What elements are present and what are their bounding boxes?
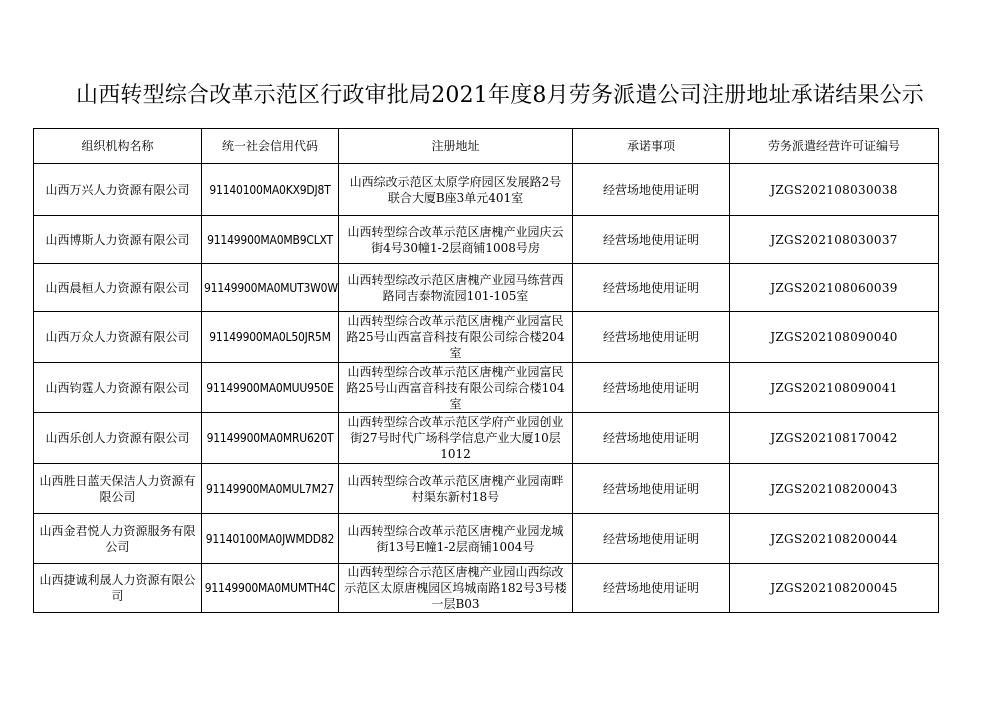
cell-address: 山西转型综合改革示范区唐槐产业园龙城街13号E幢1-2层商铺1004号	[339, 514, 573, 564]
table-row	[34, 564, 939, 613]
table-body	[34, 164, 939, 613]
cell-org-name: 山西捷诚利晟人力资源有限公司	[34, 564, 202, 613]
cell-license-no: JZGS202108030038	[730, 164, 939, 216]
header-commitment: 承诺事项	[573, 129, 730, 164]
table-row	[34, 312, 939, 363]
cell-commitment: 经营场地使用证明	[573, 514, 730, 564]
header-license-no: 劳务派遣经营许可证编号	[730, 129, 939, 164]
cell-org-name: 山西金君悦人力资源服务有限公司	[34, 514, 202, 564]
table-row	[34, 413, 939, 464]
header-credit-code: 统一社会信用代码	[202, 129, 339, 164]
cell-commitment: 经营场地使用证明	[573, 264, 730, 312]
cell-license-no: JZGS202108170042	[730, 413, 939, 464]
cell-credit-code: 91140100MA0KX9DJ8T	[202, 164, 339, 216]
cell-license-no: JZGS202108200044	[730, 514, 939, 564]
cell-license-no: JZGS202108090041	[730, 363, 939, 413]
cell-license-no: JZGS202108060039	[730, 264, 939, 312]
cell-org-name: 山西乐创人力资源有限公司	[34, 413, 202, 464]
cell-commitment: 经营场地使用证明	[573, 216, 730, 264]
cell-address: 山西转型综合改革示范区学府产业园创业街27号时代广场科学信息产业大厦10层1012	[339, 413, 573, 464]
table-row	[34, 164, 939, 216]
table-row	[34, 264, 939, 312]
cell-address: 山西综改示范区太原学府园区发展路2号联合大厦B座3单元401室	[339, 164, 573, 216]
cell-commitment: 经营场地使用证明	[573, 312, 730, 363]
cell-credit-code: 91140100MA0JWMDD82	[202, 514, 339, 564]
cell-commitment: 经营场地使用证明	[573, 413, 730, 464]
cell-credit-code: 91149900MA0MUT3W0W	[202, 264, 339, 312]
cell-address: 山西转型综合改革示范区唐槐产业园庆云街4号30幢1-2层商铺1008号房	[339, 216, 573, 264]
header-row	[34, 129, 939, 164]
table-header	[34, 129, 939, 164]
cell-org-name: 山西钧霆人力资源有限公司	[34, 363, 202, 413]
result-table	[33, 128, 939, 613]
page-title: 山西转型综合改革示范区行政审批局2021年度8月劳务派遣公司注册地址承诺结果公示	[76, 83, 924, 108]
cell-address: 山西转型综合改革示范区唐槐产业园富民路25号山西富音科技有限公司综合楼204室	[339, 312, 573, 363]
cell-credit-code: 91149900MA0L50JR5M	[202, 312, 339, 363]
cell-commitment: 经营场地使用证明	[573, 363, 730, 413]
cell-credit-code: 91149900MA0MUU950E	[202, 363, 339, 413]
header-address: 注册地址	[339, 129, 573, 164]
cell-org-name: 山西晨桓人力资源有限公司	[34, 264, 202, 312]
header-org-name: 组织机构名称	[34, 129, 202, 164]
cell-address: 山西转型综合改革示范区唐槐产业园南畔村渠东新村18号	[339, 464, 573, 514]
table-row	[34, 216, 939, 264]
cell-org-name: 山西博斯人力资源有限公司	[34, 216, 202, 264]
cell-credit-code: 91149900MA0MUL7M27	[202, 464, 339, 514]
cell-commitment: 经营场地使用证明	[573, 564, 730, 613]
table-row	[34, 514, 939, 564]
cell-license-no: JZGS202108090040	[730, 312, 939, 363]
cell-org-name: 山西万众人力资源有限公司	[34, 312, 202, 363]
cell-org-name: 山西胜日蓝天保洁人力资源有限公司	[34, 464, 202, 514]
cell-license-no: JZGS202108030037	[730, 216, 939, 264]
table-row	[34, 464, 939, 514]
cell-address: 山西转型综合示范区唐槐产业园山西综改示范区太原唐槐园区坞城南路182号3号楼一层B03	[339, 564, 573, 613]
table-row	[34, 363, 939, 413]
cell-org-name: 山西万兴人力资源有限公司	[34, 164, 202, 216]
cell-credit-code: 91149900MA0MUMTH4C	[202, 564, 339, 613]
cell-credit-code: 91149900MA0MB9CLXT	[202, 216, 339, 264]
cell-commitment: 经营场地使用证明	[573, 464, 730, 514]
cell-license-no: JZGS202108200045	[730, 564, 939, 613]
cell-license-no: JZGS202108200043	[730, 464, 939, 514]
cell-address: 山西转型综合改革示范区唐槐产业园富民路25号山西富音科技有限公司综合楼104室	[339, 363, 573, 413]
cell-commitment: 经营场地使用证明	[573, 164, 730, 216]
cell-address: 山西转型综改示范区唐槐产业园马练营西路同吉泰物流园101-105室	[339, 264, 573, 312]
cell-credit-code: 91149900MA0MRU620T	[202, 413, 339, 464]
